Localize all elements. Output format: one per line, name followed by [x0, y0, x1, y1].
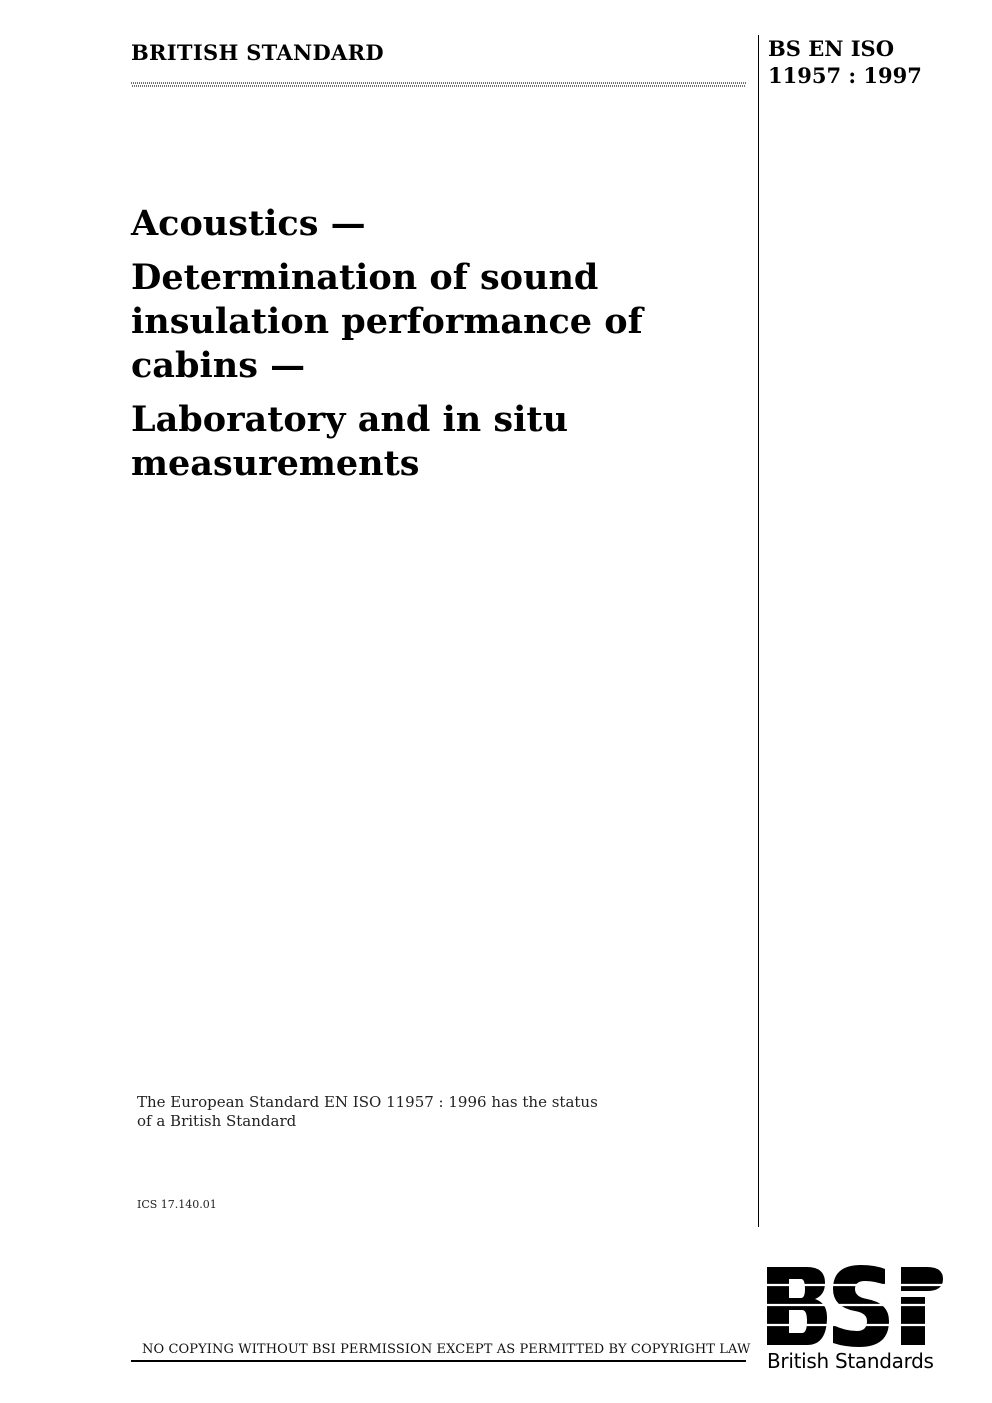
footer-rule	[131, 1360, 746, 1362]
title-part-1: Acoustics —	[131, 203, 366, 244]
vertical-divider	[758, 35, 759, 1227]
bsi-brand-text: British Standards	[767, 1349, 934, 1373]
title-part-3: Laboratory and in situ measurements	[131, 399, 569, 484]
title-part-2: Determination of sound insulation performance of cabins —	[131, 257, 643, 386]
series-label: BRITISH STANDARD	[131, 40, 384, 65]
document-title	[131, 202, 731, 486]
header-rule	[131, 82, 746, 87]
bsi-logo-icon	[767, 1265, 943, 1347]
standard-number-line2: 11957 : 1997	[768, 63, 922, 88]
status-note: The European Standard EN ISO 11957 : 1996 has the status of a British Standard	[137, 1093, 598, 1130]
copyright-note: NO COPYING WITHOUT BSI PERMISSION EXCEPT AS PERMITTED BY COPYRIGHT LAW	[142, 1342, 751, 1357]
bsi-logo	[767, 1265, 947, 1373]
standard-number	[768, 35, 922, 89]
ics-code: ICS 17.140.01	[137, 1198, 217, 1211]
standard-number-line1: BS EN ISO	[768, 36, 895, 61]
